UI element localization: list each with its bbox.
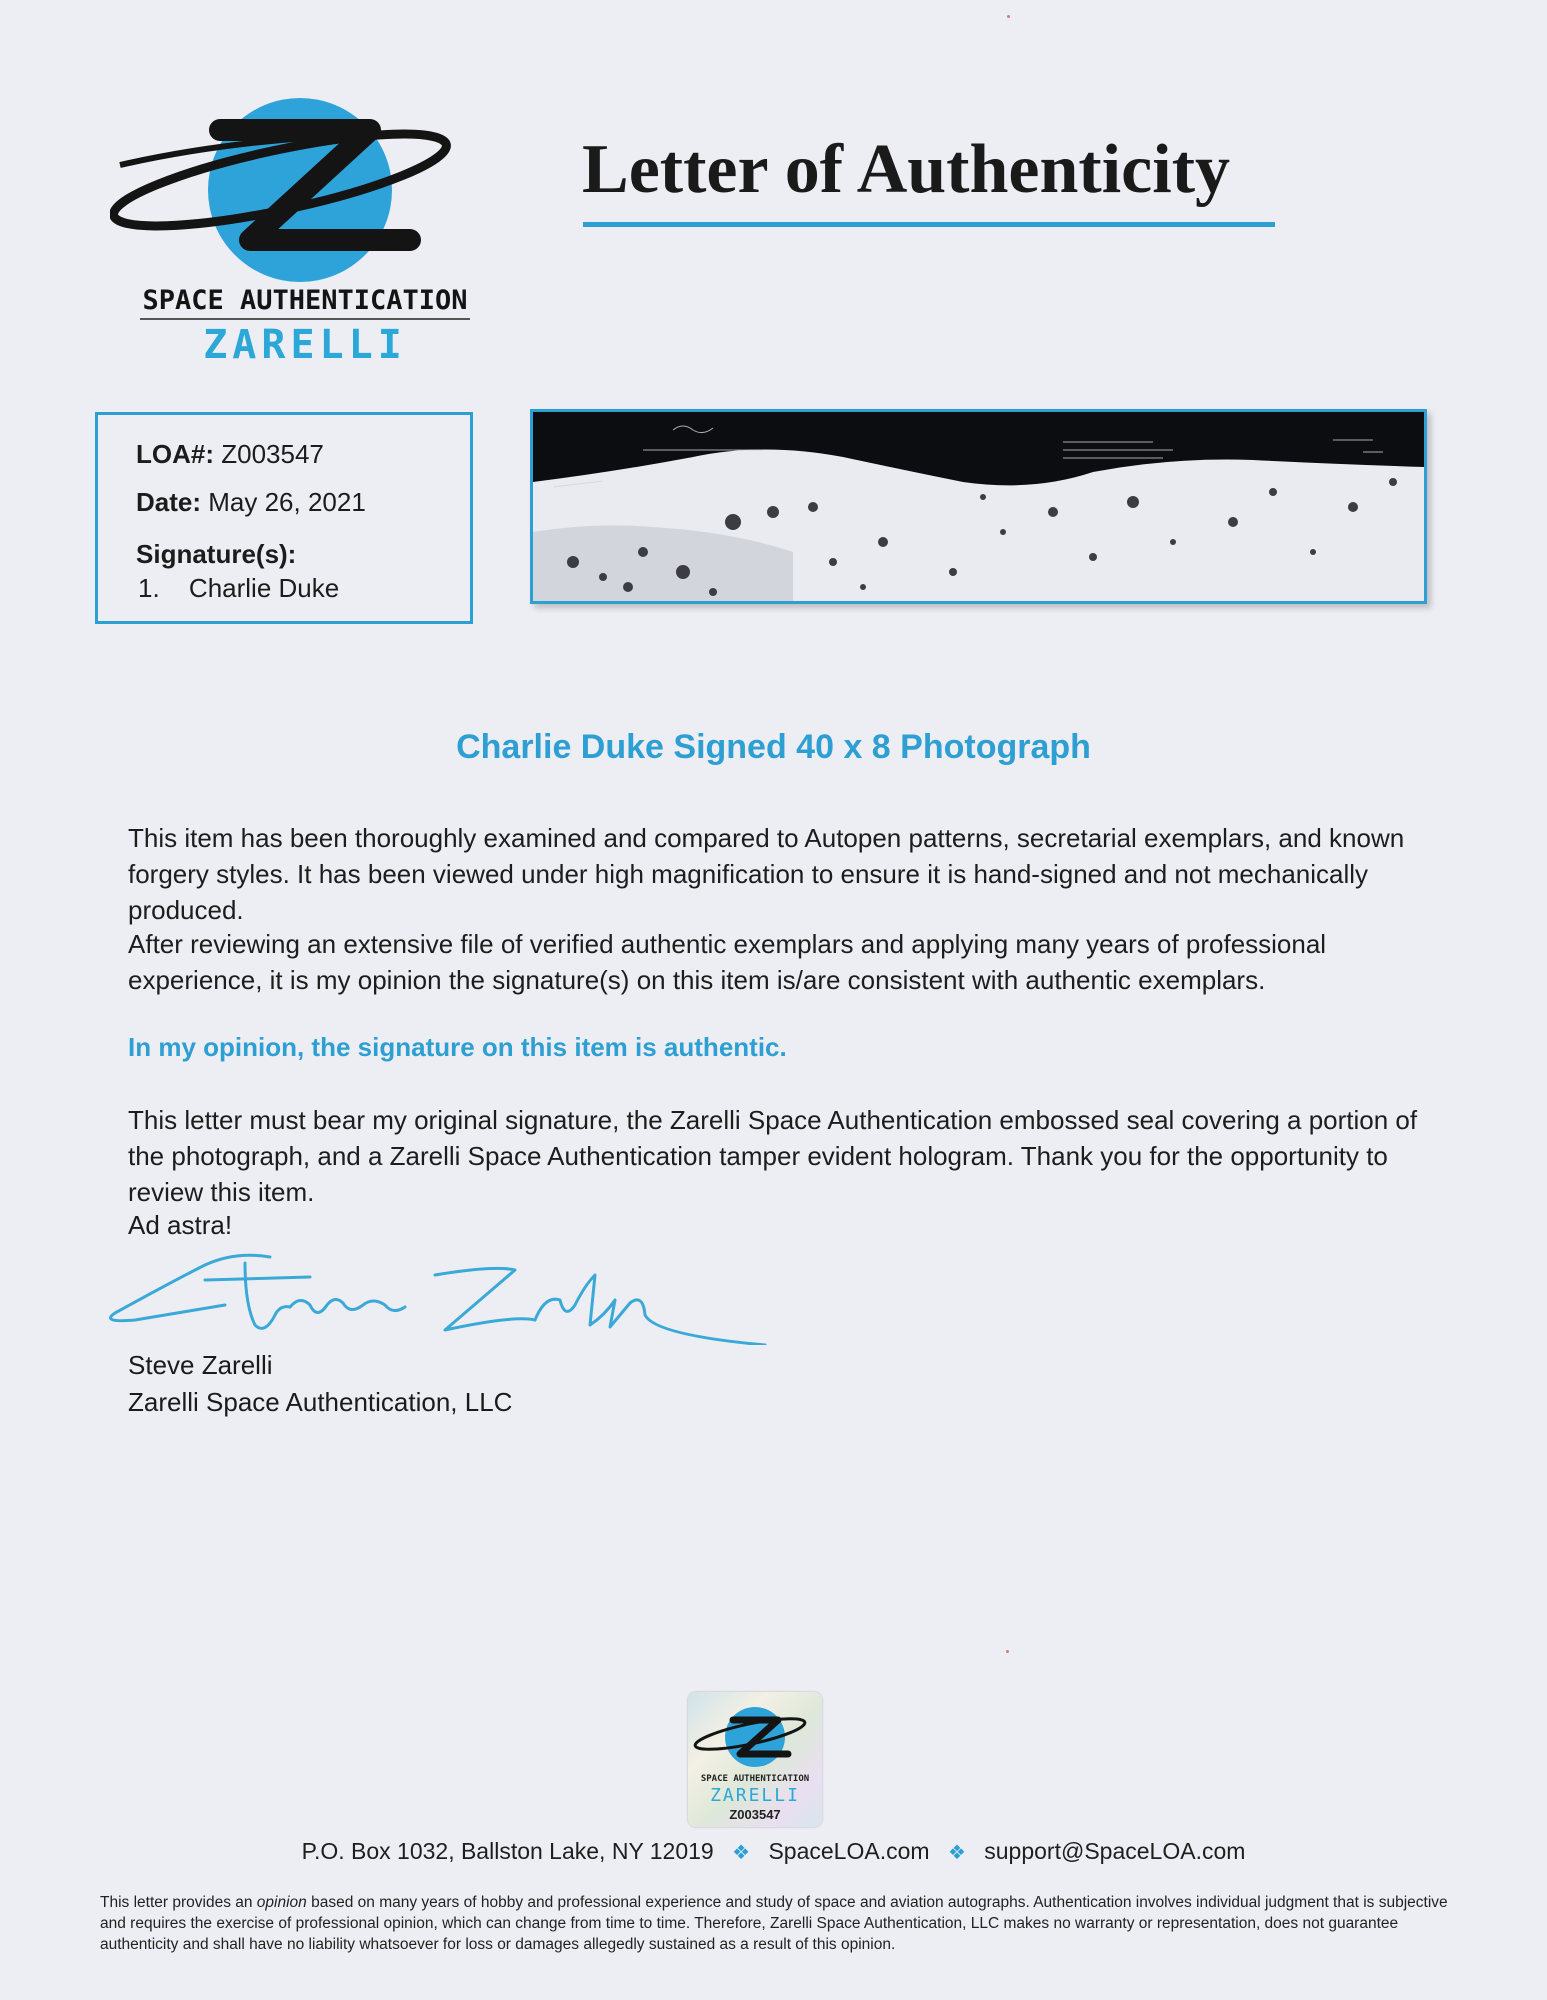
hologram-serial: Z003547	[729, 1807, 781, 1822]
footer-contact	[0, 1838, 1547, 1865]
disclaimer-text-start: This letter provides an	[100, 1894, 257, 1911]
hologram-logo-icon	[688, 1692, 822, 1777]
logo-divider	[140, 318, 470, 320]
item-photograph	[530, 409, 1427, 604]
lunar-panorama-image	[533, 412, 1424, 601]
disclaimer-text-end: based on many years of hobby and professional experience and study of space and aviation autographs. Authentication involves individual judgment that is subjective and requires the exercise of professional opinion, which can change from time to time. Therefore, Zarelli Space Authentication, LLC makes no warranty or representation, does not guarantee authenticity and shall have no liability whatsoever for loss or damages allegedly sustained as a result of this opinion.	[100, 1894, 1448, 1953]
loa-value: Z003547	[221, 439, 324, 469]
signatures-label: Signature(s):	[136, 539, 297, 569]
opinion-statement: In my opinion, the signature on this item is authentic.	[128, 1032, 787, 1062]
examination-paragraph: This item has been thoroughly examined and compared to Autopen patterns, secretarial exemplars, and known forgery styles. It has been viewed under high magnification to ensure it is hand-signed and not mechanically produced.	[128, 823, 1405, 925]
separator-icon: ❖	[947, 1842, 966, 1864]
paper-mark	[1007, 15, 1010, 18]
company-logo	[110, 90, 490, 380]
signer-name: Steve Zarelli	[128, 1350, 273, 1380]
separator-icon: ❖	[732, 1842, 751, 1864]
footer-address: P.O. Box 1032, Ballston Lake, NY 12019	[301, 1838, 714, 1864]
requirements-paragraph: This letter must bear my original signature, the Zarelli Space Authentication embossed seal covering a portion of the photograph, and a Zarelli Space Authentication tamper evident hologram. Thank you for the opportunity to review this item.	[128, 1105, 1418, 1207]
page-title: Letter of Authenticity	[582, 131, 1231, 208]
date-value: May 26, 2021	[208, 487, 366, 517]
review-paragraph: After reviewing an extensive file of verified authentic exemplars and applying many years of professional experience, it is my opinion the signature(s) on this item is/are consistent with authentic exemplars.	[128, 929, 1327, 995]
signature-image	[95, 1245, 795, 1345]
item-title: Charlie Duke Signed 40 x 8 Photograph	[456, 728, 1091, 766]
loa-info-box	[95, 412, 473, 624]
footer-website-link[interactable]: SpaceLOA.com	[768, 1838, 930, 1864]
loa-number-row	[136, 439, 324, 470]
disclaimer-emphasis: opinion	[256, 1894, 307, 1911]
hologram-text-secondary: ZARELLI	[710, 1785, 800, 1806]
hologram-text-primary: SPACE AUTHENTICATION	[700, 1774, 810, 1784]
loa-label: LOA#:	[136, 439, 214, 469]
signatures-label-row	[136, 539, 296, 570]
handwritten-signature	[95, 1245, 795, 1345]
tamper-evident-hologram	[688, 1692, 822, 1827]
footer-email-link[interactable]: support@SpaceLOA.com	[984, 1838, 1246, 1864]
date-row	[136, 487, 366, 518]
logo-text-primary: SPACE AUTHENTICATION	[142, 285, 468, 316]
signature-name: Charlie Duke	[188, 573, 340, 603]
logo-text-secondary: ZARELLI	[203, 322, 407, 368]
paper-mark	[1006, 1650, 1009, 1653]
closing-text: Ad astra!	[128, 1210, 233, 1240]
signature-number: 1.	[138, 573, 160, 603]
title-underline	[583, 222, 1275, 227]
signer-company: Zarelli Space Authentication, LLC	[128, 1387, 513, 1417]
legal-disclaimer	[100, 1892, 1460, 1955]
logo-globe-icon	[110, 90, 490, 290]
date-label: Date:	[136, 487, 202, 517]
signature-list-item	[138, 573, 339, 604]
